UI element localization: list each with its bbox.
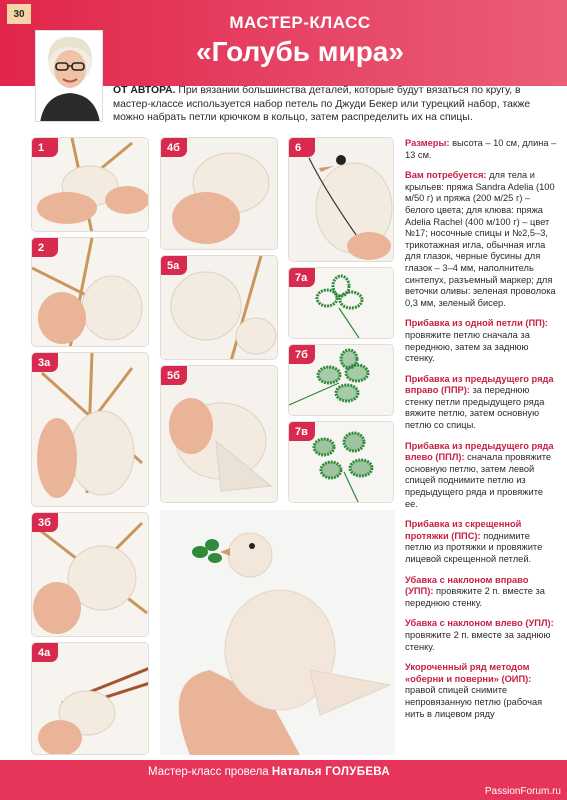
step-label: 1 bbox=[32, 138, 58, 157]
author-portrait bbox=[35, 30, 103, 122]
instructions-column bbox=[405, 138, 557, 729]
term-text: за переднюю стенку петли предыдущего ряда вяжите петлю, затем основную петлю со спицы. bbox=[405, 385, 545, 431]
term-paragraph bbox=[405, 519, 557, 565]
footer-band bbox=[0, 760, 567, 800]
term-label: Прибавка из предыдущего ряда вправо (ППР): bbox=[405, 373, 554, 396]
sizes-paragraph bbox=[405, 138, 557, 161]
term-text: поднимите петлю из протяжки и провяжите лицевой скрещенной петлей. bbox=[405, 530, 543, 564]
author-intro bbox=[113, 84, 553, 125]
step-photo-5b bbox=[160, 365, 278, 503]
intro-lead: ОТ АВТОРА. bbox=[113, 85, 176, 96]
step-photo-7b bbox=[288, 344, 394, 416]
materials-paragraph bbox=[405, 170, 557, 309]
section-kicker: МАСТЕР-КЛАСС bbox=[229, 13, 371, 32]
step-photo-1 bbox=[31, 137, 149, 232]
page-number: 30 bbox=[7, 4, 31, 24]
step-label: 5б bbox=[161, 366, 187, 385]
term-label: Убавка с наклоном влево (УПЛ): bbox=[405, 618, 554, 629]
materials-text: для тела и крыльев: пряжа Sandra Adelia (100 м/50 г) и пряжа (200 м/25 г) – белого цвета; для клюва: пряжа Adelia Rachel (400 м/100 г) – цвет №17; носочные спицы и №2,5–3, трикотажная игла, обычная игла для глазок, черные бусины для глазок – 3–4 мм, наполнитель синтепух, разъемный маркер; для веточки оливы: зеленая проволока 0,3 мм, зеленый бисер. bbox=[405, 170, 556, 308]
site-watermark: PassionForum.ru bbox=[484, 786, 561, 797]
term-text: правой спицей снимите непровязанную петлю (рабочая нить в лицевом ряду bbox=[405, 685, 543, 719]
term-text: провяжите 2 п. вместе за заднюю стенку. bbox=[405, 629, 551, 652]
step-label: 4а bbox=[32, 643, 58, 662]
term-paragraph bbox=[405, 441, 557, 511]
intro-text: При вязании большинства деталей, которые будут вязаться по кругу, в мастер-классе используется набор петель по Джуди Бекер или турецкий набор, также можно набрать петли крючком в кольцо, затем распределить их на спицы. bbox=[113, 85, 531, 123]
term-label: Укороченный ряд методом «оберни и поверни» (ОИП): bbox=[405, 662, 532, 684]
term-paragraph bbox=[405, 662, 557, 720]
sizes-label: Размеры: bbox=[405, 138, 450, 148]
step-photo-3a bbox=[31, 352, 149, 507]
credit-prefix: Мастер-класс провела bbox=[148, 766, 272, 778]
credit-name: Наталья ГОЛУБЕВА bbox=[271, 766, 390, 778]
term-paragraph bbox=[405, 374, 557, 432]
step-photo-4b bbox=[160, 137, 278, 250]
term-text: провяжите петлю сначала за переднюю, затем за заднюю стенку. bbox=[405, 329, 530, 364]
step-photo-5a bbox=[160, 255, 278, 360]
term-label: Прибавка из одной петли (ПП): bbox=[405, 318, 549, 329]
step-photo-4a bbox=[31, 642, 149, 755]
step-label: 7б bbox=[289, 345, 315, 364]
step-label: 3а bbox=[32, 353, 58, 372]
term-text: сначала провяжите основную петлю, затем левой спицей поднимите петлю из предыдущего ряда и провяжите ее. bbox=[405, 452, 552, 509]
term-text: провяжите 2 п. вместе за переднюю стенку. bbox=[405, 586, 545, 608]
term-paragraph bbox=[405, 575, 557, 610]
term-label: Прибавка из скрещенной протяжки (ППС): bbox=[405, 519, 522, 541]
term-paragraph bbox=[405, 318, 557, 364]
step-photo-3b bbox=[31, 512, 149, 637]
step-label: 4б bbox=[161, 138, 187, 157]
sizes-text: высота – 10 см, длина – 13 см. bbox=[405, 138, 557, 160]
step-photo-7c bbox=[288, 421, 394, 503]
step-photo-7a bbox=[288, 267, 394, 339]
step-label: 6 bbox=[289, 138, 315, 157]
finished-dove-photo bbox=[160, 510, 395, 755]
page-title: «Голубь мира» bbox=[196, 36, 404, 67]
step-label: 7в bbox=[289, 422, 315, 441]
term-paragraph bbox=[405, 618, 557, 653]
step-label: 3б bbox=[32, 513, 58, 532]
term-label: Прибавка из предыдущего ряда влево (ППЛ): bbox=[405, 440, 554, 463]
step-label: 2 bbox=[32, 238, 58, 257]
step-label: 7а bbox=[289, 268, 315, 287]
step-photo-6 bbox=[288, 137, 394, 262]
footer-credit bbox=[148, 766, 390, 778]
step-label: 5а bbox=[161, 256, 187, 275]
step-photo-2 bbox=[31, 237, 149, 347]
term-label: Убавка с наклоном вправо (УПП): bbox=[405, 574, 529, 597]
materials-label: Вам потребуется: bbox=[405, 170, 487, 181]
